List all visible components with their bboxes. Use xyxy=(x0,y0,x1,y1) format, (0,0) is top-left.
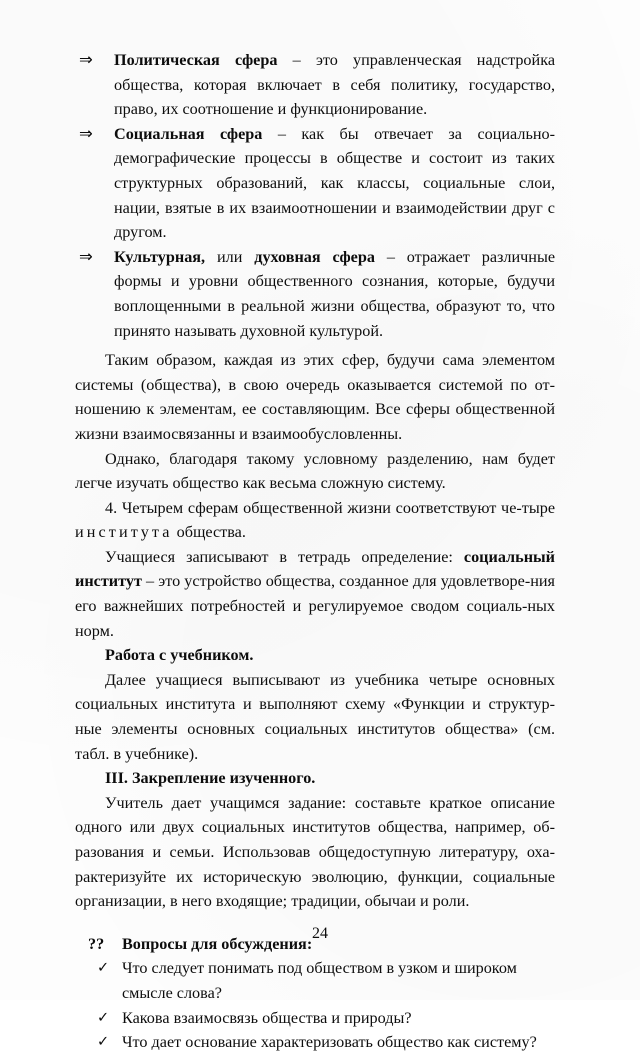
term-cultural-sphere: Культурная, xyxy=(114,247,206,266)
heading-consolidation xyxy=(75,766,555,791)
question-text: Что следует понимать под обществом в узком и широком смысле слова? xyxy=(122,959,517,1002)
discussion-questions-list xyxy=(75,956,555,1054)
term-social-sphere: Социальная сфера xyxy=(114,124,263,143)
heading-consolidation-text: III. Закрепление изученного. xyxy=(105,769,316,788)
check-icon: ✓ xyxy=(97,1034,110,1051)
double-arrow-icon: ⇒ xyxy=(79,50,93,69)
definition-social-sphere: – как бы отвечает за социально-демографические процессы в обществе и состоит из таких структурных образований, как классы, социальные слои, нации, взятые в их взаимоотношении и взаимодействии друг с другом. xyxy=(114,124,555,242)
definition-political-sphere: – это управленческая надстройка общества, которая включает в себя политику, государство, право, их соотношение и функционирование. xyxy=(114,51,555,119)
definition-cultural-sphere: – отражает различные формы и уровни общественного сознания, которые, будучи воплощенными в реальной жизни общества, образуют то, что принято называть духовной культурой. xyxy=(114,247,556,340)
spheres-list xyxy=(75,48,555,343)
heading-textbook-work xyxy=(75,643,555,668)
list-item xyxy=(75,956,555,1005)
question-text: Какова взаимосвязь общества и природы? xyxy=(122,1008,412,1027)
paragraph-teacher-task: Учитель дает учащимся задание: составьте краткое описание одного или двух социальных институтов общества, например, об-разования и семьи. Использовав общедоступную литературу, оха-рактеризуйте их историческую эволюцию, функции, социальные организации, в него входящие; традиции, обычаи и роли. xyxy=(75,793,555,911)
paragraph-definition-social-institution xyxy=(75,545,555,643)
paragraph-four-institutions-part1: 4. Четырем сферам общественной жизни соответствуют че-тыре xyxy=(105,498,555,517)
paragraph-four-institutions xyxy=(75,496,555,545)
double-arrow-icon: ⇒ xyxy=(79,246,93,266)
list-item xyxy=(75,48,555,122)
paragraph-conditional-division: Однако, благодаря такому условному разделению, нам будет легче изучать общество как весьма сложную систему. xyxy=(75,449,555,493)
list-item xyxy=(75,1030,555,1055)
question-text: Что дает основание характеризовать общество как систему? xyxy=(122,1033,537,1052)
question-marks-icon: ?? xyxy=(88,934,105,953)
heading-discussion-questions-text: Вопросы для обсуждения: xyxy=(122,934,313,953)
list-item xyxy=(75,245,555,343)
definition-lead-in: Учащиеся записывают в тетрадь определение: xyxy=(105,547,464,566)
text-column xyxy=(75,48,555,1055)
paragraph-textbook-task: Далее учащиеся выписывают из учебника четыре основных социальных института и выполняют схему «Функции и структур-ные элементы основных социальных институтов общества» (см. табл. в учебнике). xyxy=(75,670,555,763)
page-number: 24 xyxy=(312,925,328,942)
double-arrow-icon: ⇒ xyxy=(79,123,93,143)
list-item xyxy=(75,122,555,245)
paragraph-four-institutions-part2: общества. xyxy=(172,523,246,542)
term-social-institution: социальный институт xyxy=(75,547,555,591)
term-connector: или xyxy=(205,247,255,266)
paragraph-system-relation: Таким образом, каждая из этих сфер, будучи сама элементом системы (общества), в свою очередь оказывается системой по от-ношению к элементам, ее составляющим. Все сферы общественной жизни взаимосвязанны и взаимообусловленны. xyxy=(75,351,555,443)
term-political-sphere: Политическая сфера xyxy=(114,51,278,69)
list-item xyxy=(75,1006,555,1031)
check-icon: ✓ xyxy=(97,960,110,977)
heading-textbook-work-text: Работа с учебником. xyxy=(105,646,254,665)
spaced-term-institutions: института xyxy=(75,523,173,542)
term-spiritual-sphere: духовная сфера xyxy=(254,247,375,266)
definition-body: – это устройство общества, созданное для удовлетворе-ния его важнейших потребностей и регулируемое сводом социаль-ных норм. xyxy=(75,572,555,640)
check-icon: ✓ xyxy=(97,1009,110,1026)
